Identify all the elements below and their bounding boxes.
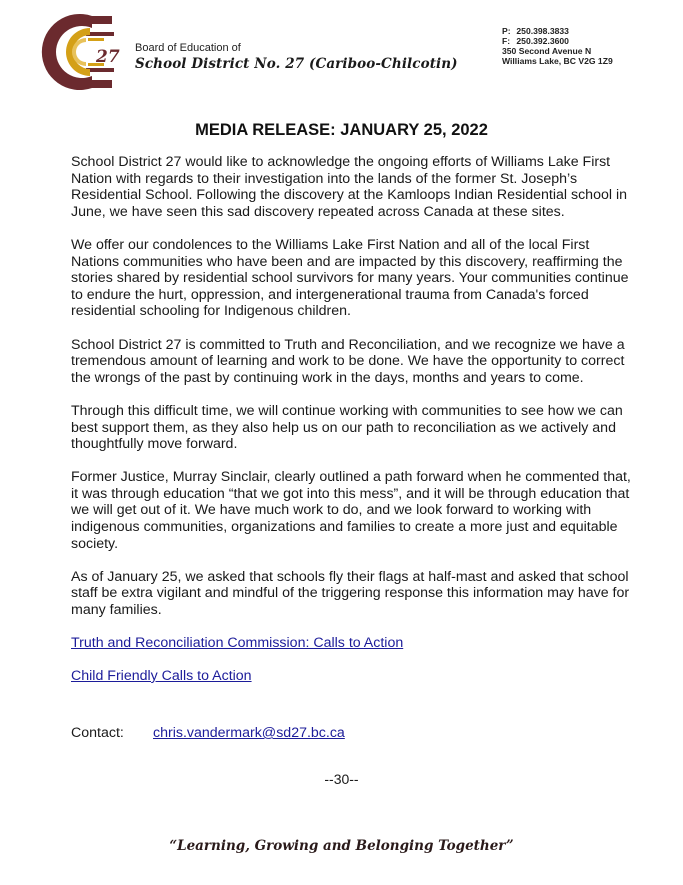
resource-links [71,635,631,684]
paragraph: We offer our condolences to the Williams Lake First Nation and all of the local First Nations communities who have been and are impacted by this discovery, reaffirming the stories shared by residential school survivors for many years. Your communities continue to endure the hurt, oppression, and intergenerational trauma from Canada's forced residential schooling for Indigenous children. [71,236,629,320]
page-title: MEDIA RELEASE: JANUARY 25, 2022 [195,121,488,139]
fax-number: 250.392.3600 [516,36,569,46]
phone-label: P: [502,26,511,36]
district-logo [30,12,130,92]
fax-line [502,36,613,46]
paragraph: School District 27 is committed to Truth and Reconciliation, and we recognize we have a tremendous amount of learning and work to be done. We have the opportunity to correct the wrongs of the past by continuing work in the days, months and years to come. [71,336,625,386]
end-mark: --30-- [324,771,359,787]
district-name: School District No. 27 (Cariboo-Chilcotin) [135,56,458,72]
phone-number: 250.398.3833 [516,26,569,36]
phone-line [502,26,613,36]
contact-email-link[interactable]: chris.vandermark@sd27.bc.ca [153,725,345,741]
address-line-1: 350 Second Avenue N [502,46,592,56]
logo-c27-icon [30,12,130,92]
paragraph: Former Justice, Murray Sinclair, clearly outlined a path forward when he commented that, it was through education “that we got into this mess”, and it will be through education that we will get out of it. We have much work to do, and we look forward to working with indigenous communities, organizations and families to create a more just and equitable society. [71,469,631,552]
trc-calls-to-action-link[interactable]: Truth and Reconciliation Commission: Calls to Action [71,635,404,652]
svg-text:27: 27 [96,47,120,67]
child-friendly-calls-link[interactable]: Child Friendly Calls to Action [71,667,252,684]
contact-line [71,725,345,741]
paragraph: School District 27 would like to acknowledge the ongoing efforts of Williams Lake First Nation with regards to their investigation into the lands of the former St. Joseph’s Residential School. Following the discovery at the Kamloops Indian Residential school in June, we have seen this sad discovery repeated across Canada at these sites. [71,154,627,220]
district-contact-block [502,26,613,66]
address-line-2: Williams Lake, BC V2G 1Z9 [502,56,613,66]
release-body [71,154,631,700]
fax-label: F: [502,36,511,46]
paragraph: As of January 25, we asked that schools fly their flags at half-mast and asked that school staff be extra vigilant and mindful of the triggering response this information may have for many families. [71,568,630,619]
paragraph: Through this difficult time, we will continue working with communities to see how we can best support them, as they also help us on our path to reconciliation as we actively and thoughtfully move forward. [71,402,623,453]
district-motto: “Learning, Growing and Belonging Together” [169,838,514,854]
contact-label: Contact: [71,725,124,741]
board-line: Board of Education of [135,42,241,54]
